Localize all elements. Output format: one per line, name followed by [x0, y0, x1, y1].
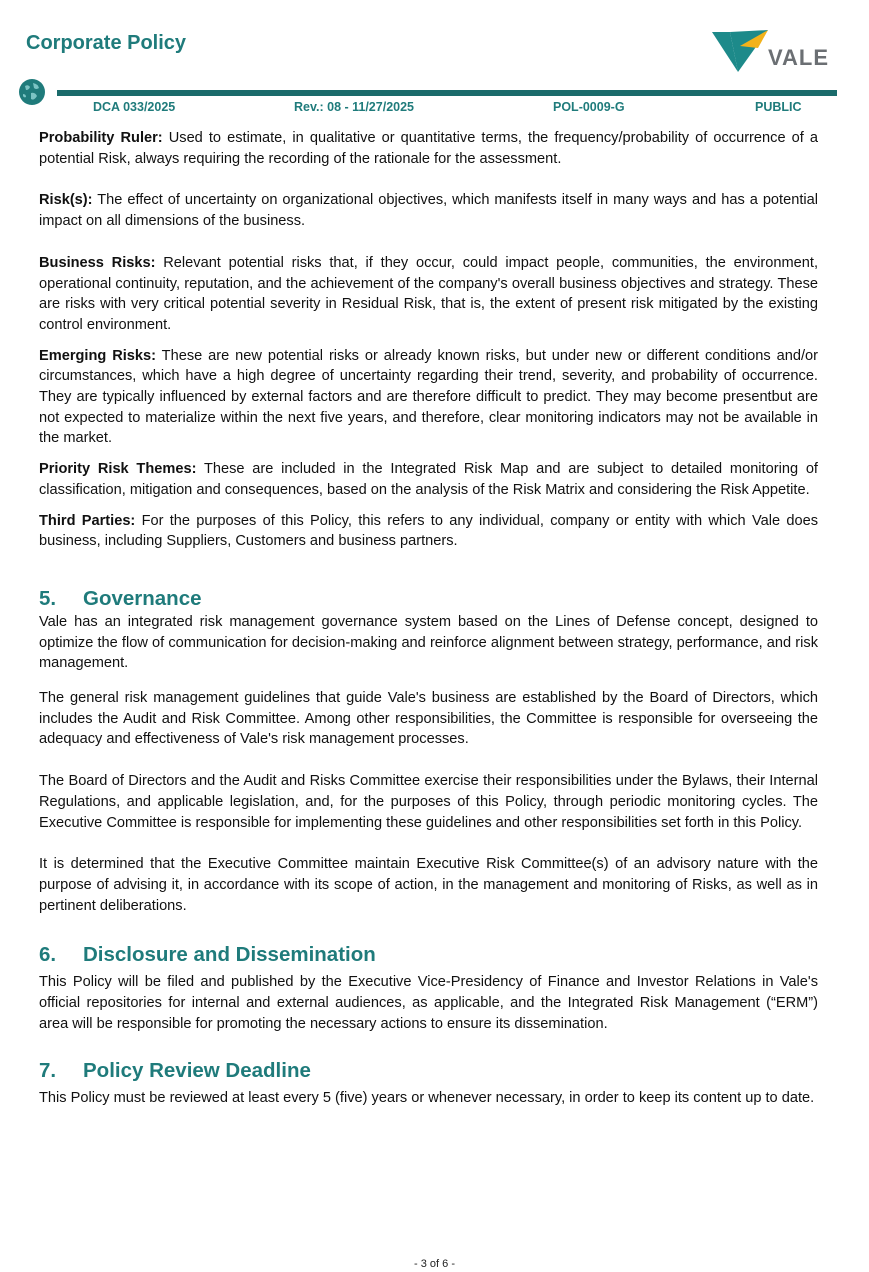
governance-paragraph: The general risk management guidelines that guide Vale's business are established by the Board of Directors, which includes the Audit and Risk Committee. Among other responsibilities, the Committee is responsible for overseeing the adequacy and effectiveness of Vale's risk management processes. [39, 690, 818, 748]
vale-logo-mark-icon [710, 26, 770, 76]
page-number: - 3 of 6 - [414, 1258, 455, 1270]
document-type-title: Corporate Policy [26, 32, 187, 54]
definition-text: Relevant potential risks that, if they occur, could impact people, communities, the environment, operational continuity, reputation, and the achievement of the company's overall business objectives and strategy. These are risks with very critical potential severity in Residual Risk, that is, the extent of present risk mitigated by the existing control environment. [39, 254, 819, 333]
definition-term: Priority Risk Themes: [39, 461, 197, 478]
classification-label: PUBLIC [755, 100, 802, 114]
definition-term: Probability Ruler: [39, 130, 163, 146]
revision-label: Rev.: 08 - 11/27/2025 [294, 100, 414, 114]
definition-text: The effect of uncertainty on organizational objectives, which manifests itself in many ways and has a potential impact on all dimensions of the business. [39, 192, 818, 230]
section-title: Policy Review Deadline [83, 1058, 311, 1082]
section-number: 7. [39, 1058, 57, 1082]
definition-priority-risk-themes [39, 459, 818, 500]
definition-text: Used to estimate, in qualitative or quantitative terms, the frequency/probability of occurrence of a potential Risk, always requiring the recording of the rationale for the assessment. [39, 130, 818, 167]
definition-text: These are included in the Integrated Risk Map and are subject to detailed monitoring of classification, mitigation and consequences, based on the analysis of the Risk Matrix and considering the Risk Appetite. [39, 461, 818, 498]
vale-logo [710, 26, 830, 76]
governance-paragraph: It is determined that the Executive Committee maintain Executive Risk Committee(s) of an advisory nature with the purpose of advising it, in accordance with its scope of action, in the management and monitoring of Risks, as well as in pertinent deliberations. [39, 856, 818, 914]
section-heading-review-deadline [39, 1058, 818, 1084]
definition-term: Business Risks: [39, 254, 156, 271]
definition-text: These are new potential risks or already known risks, but under new or different conditions and/or circumstances, which have a high degree of uncertainty regarding their trend, severity, and probability of occurrence. They are typically influenced by external factors and are therefore difficult to predict. They may become presentbut are not expected to materialize within the next five years, and therefore, clear monitoring indicators may not be available in the market. [39, 347, 818, 447]
section-heading-disclosure [39, 942, 818, 968]
review-deadline-paragraph: This Policy must be reviewed at least every 5 (five) years or whenever necessary, in order to keep its content up to date. [39, 1089, 815, 1106]
policy-id: POL-0009-G [553, 100, 625, 114]
globe-icon [18, 78, 46, 106]
definition-third-parties [39, 511, 818, 552]
disclosure-paragraph: This Policy will be filed and published by the Executive Vice-Presidency of Finance and Investor Relations in Vale's official repositories for internal and external audiences, as applicable, and the Integrated Risk Management (“ERM”) area will be responsible for promoting the necessary actions to ensure its dissemination. [39, 974, 818, 1032]
section-title: Governance [83, 586, 202, 610]
header-rule [57, 90, 837, 96]
section-title: Disclosure and Dissemination [83, 943, 376, 967]
section-heading-governance [39, 586, 818, 612]
definition-emerging-risks [39, 346, 818, 450]
section-number: 6. [39, 943, 57, 967]
document-body [39, 128, 818, 1108]
definition-term: Emerging Risks: [39, 347, 157, 364]
definition-probability-ruler [39, 128, 818, 169]
doc-code: DCA 033/2025 [93, 100, 176, 114]
definition-business-risks [39, 253, 818, 336]
definition-text: For the purposes of this Policy, this refers to any individual, company or entity with which Vale does business, including Suppliers, Customers and business partners. [39, 512, 818, 550]
definition-risks [39, 190, 818, 231]
definition-term: Risk(s): [39, 192, 93, 209]
vale-logo-text: VALE [768, 45, 830, 70]
governance-paragraph: Vale has an integrated risk management governance system based on the Lines of Defense concept, designed to optimize the flow of communication for decision-making and reinforce alignment between strategy, performance, and risk management. [39, 613, 818, 672]
definition-term: Third Parties: [39, 512, 136, 529]
governance-paragraph: The Board of Directors and the Audit and Risks Committee exercise their responsibilities under the Bylaws, their Internal Regulations, and applicable legislation, and, for the purposes of this Policy, through periodic monitoring cycles. The Executive Committee is responsible for implementing these guidelines and other responsibilities set forth in this Policy. [39, 773, 818, 831]
section-number: 5. [39, 586, 57, 610]
